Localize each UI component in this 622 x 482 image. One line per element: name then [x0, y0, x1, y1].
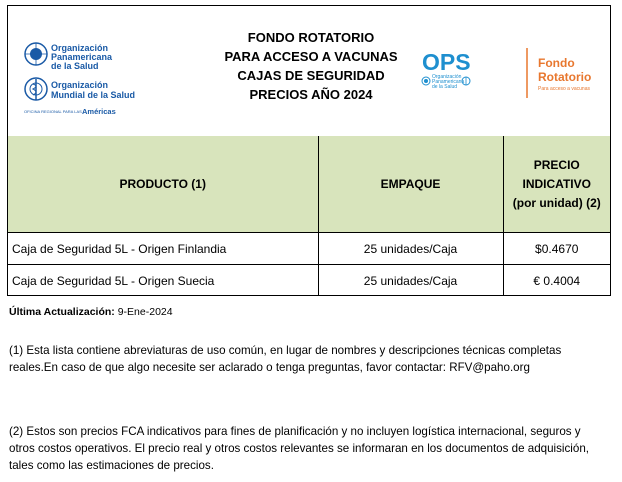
price-sheet	[7, 5, 611, 296]
paho-name-line-1: Organización	[51, 43, 109, 53]
last-updated-date: 9-Ene-2024	[114, 306, 173, 318]
title-line-3: CAJAS DE SEGURIDAD	[237, 68, 385, 83]
paho-name-line-2: Panamericana	[51, 52, 113, 62]
who-emblem-icon	[25, 78, 47, 100]
who-name-line-2: Mundial de la Salud	[51, 90, 136, 100]
cell-precio: € 0.4004	[503, 265, 610, 297]
americas-label: Américas	[82, 107, 116, 116]
paho-small-emblem-icon	[422, 77, 430, 85]
title-line-4: PRECIOS AÑO 2024	[249, 87, 373, 102]
sheet-title	[176, 28, 446, 104]
cell-precio: $0.4670	[503, 233, 610, 265]
header-empaque: EMPAQUE	[318, 136, 503, 233]
regional-office-label: OFICINA REGIONAL PARA LAS	[24, 109, 82, 114]
fondo-line-2: Rotatorio	[538, 70, 592, 84]
ops-small-line-1: Organización	[432, 74, 462, 80]
cell-producto: Caja de Seguridad 5L - Origen Suecia	[8, 265, 318, 297]
paho-emblem-icon	[25, 43, 47, 65]
fondo-line-1: Fondo	[538, 56, 575, 70]
ops-small-line-2: Panamericana	[432, 79, 465, 85]
fondo-tagline: Para acceso a vacunas	[538, 86, 590, 92]
cell-producto: Caja de Seguridad 5L - Origen Finlandia	[8, 233, 318, 265]
header-producto: PRODUCTO (1)	[8, 136, 318, 233]
title-line-2: PARA ACCESO A VACUNAS	[224, 49, 398, 64]
ops-fondo-rotatorio-logo	[420, 48, 610, 100]
sheet-header	[8, 6, 610, 137]
ops-mark: OPS	[422, 49, 471, 75]
footnote-1: (1) Esta lista contiene abreviaturas de uso común, en lugar de nombres y descripciones técnicas completas reales.En caso de que algo necesite ser aclarado o tenga preguntas, favor contactar: RFV@paho.org	[9, 344, 562, 374]
header-precio: PRECIO INDICATIVO (por unidad) (2)	[503, 136, 610, 233]
cell-empaque: 25 unidades/Caja	[318, 265, 503, 297]
paho-name-line-3: de la Salud	[51, 61, 99, 71]
cell-empaque: 25 unidades/Caja	[318, 233, 503, 265]
table-header-row	[8, 136, 610, 233]
title-line-1: FONDO ROTATORIO	[247, 30, 375, 45]
ops-small-line-3: de la Salud	[432, 84, 458, 90]
paho-who-logo	[22, 42, 162, 122]
table-row	[8, 233, 610, 265]
last-updated-label: Última Actualización:	[9, 306, 115, 318]
price-table	[8, 136, 610, 296]
last-updated	[9, 304, 173, 321]
footnote-2: (2) Estos son precios FCA indicativos para fines de planificación y no incluyen logística internacional, seguros y otros costos operativos. El precio real y otros costos relevantes se informaran en los documentos de adquisición, tales como las estimaciones de precios.	[9, 425, 589, 472]
table-row	[8, 265, 610, 297]
who-name-line-1: Organización	[51, 80, 109, 90]
